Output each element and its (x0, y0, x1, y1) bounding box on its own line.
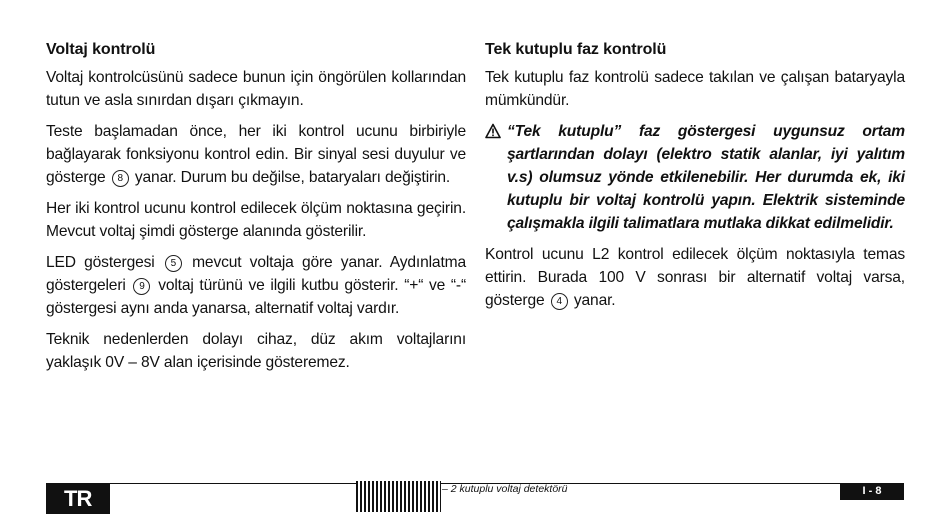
language-tab (46, 483, 110, 514)
paragraph (485, 243, 905, 312)
right-column (485, 40, 905, 320)
paragraph (46, 251, 466, 320)
manual-title (356, 489, 441, 500)
text: mevcut voltaja göre yanar. Aydınlatma göstergeleri (46, 254, 466, 294)
left-column (46, 40, 466, 382)
reference-number-badge: 4 (551, 293, 568, 310)
paragraph: Teknik nedenlerden dolayı cihaz, düz akım voltajlarını yaklaşık 0V – 8V alan içerisinde gösteremez. (46, 331, 466, 371)
manual-title-graphic (356, 481, 441, 512)
text: LED göstergesi (46, 254, 155, 271)
warning-triangle-icon (485, 123, 501, 139)
page-footer (0, 478, 950, 514)
text: Kontrol ucunu L2 kontrol edilecek ölçüm noktasıyla temas ettirin. Burada 100 V sonrası bir alternatif voltaj varsa, gösterge (485, 246, 905, 309)
page-number: I - 8 (840, 483, 904, 500)
paragraph: Her iki kontrol ucunu kontrol edilecek ölçüm noktasına geçirin. Mevcut voltaj şimdi gösterge alanında gösterilir. (46, 200, 466, 240)
paragraph: Voltaj kontrolcüsünü sadece bunun için öngörülen kollarından tutun ve asla sınırdan dışarı çıkmayın. (46, 69, 466, 109)
text: yanar. Durum bu değilse, bataryaları değiştirin. (134, 169, 451, 186)
text: voltaj türünü ve ilgili kutbu gösterir. “+“ ve “-“ göstergesi aynı anda yanarsa, alternatif voltaj vardır. (46, 277, 467, 317)
language-code: TR (64, 486, 92, 511)
reference-number-badge: 5 (165, 255, 182, 272)
text: yanar. (573, 292, 616, 309)
warning-paragraph (485, 120, 905, 235)
warning-text: “Tek kutuplu” faz göstergesi uygunsuz ortam şartlarından dolayı (elektro statik alanlar, iyi yalıtım v.s) olumsuz yönde etkilenebilir. Her durumda ek, iki kutuplu bir voltaj kontrolü yapın. Elektrik sisteminde çalışmakla ilgili talimatlara mutlaka dikkat edilmelidir. (507, 123, 905, 232)
section-heading-single-pole: Tek kutuplu faz kontrolü (485, 41, 667, 58)
reference-number-badge: 8 (112, 170, 129, 187)
paragraph: Tek kutuplu faz kontrolü sadece takılan ve çalışan bataryayla mümkündür. (485, 69, 905, 109)
paragraph (46, 120, 466, 189)
reference-number-badge: 9 (133, 278, 150, 295)
footer-caption: – 2 kutuplu voltaj detektörü (442, 483, 568, 495)
section-heading-voltage: Voltaj kontrolü (46, 41, 156, 58)
text: Teste başlamadan önce, her iki kontrol ucunu birbiriyle bağlayarak fonksiyonu kontrol edin. Bir sinyal sesi duyulur ve gösterge (46, 123, 466, 186)
